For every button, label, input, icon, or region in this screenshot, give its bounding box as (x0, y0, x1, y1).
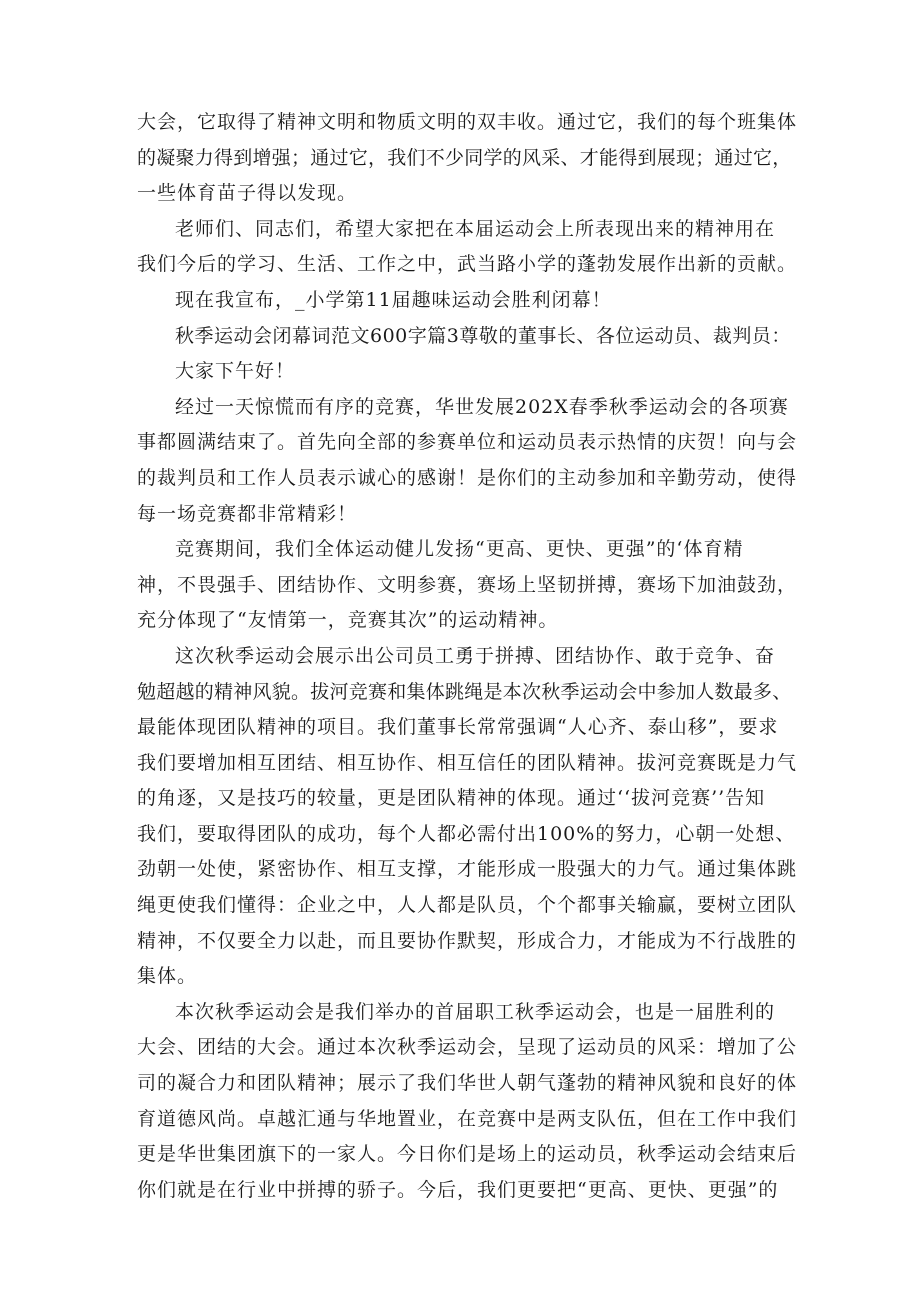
text-line: 大会，它取得了精神文明和物质文明的双丰收。通过它，我们的每个班集体 (137, 111, 798, 133)
text-line: 精神，不仅要全力以赴，而且要协作默契，形成合力，才能成为不行战胜的 (137, 929, 798, 952)
text-line: 你们就是在行业中拼搏的骄子。今后，我们更要把“更高、更快、更强”的 (137, 1178, 779, 1201)
text-line: 司的凝合力和团队精神；展示了我们华世人朝气蓬勃的精神风貌和良好的体 (137, 1072, 798, 1095)
text-line: 这次秋季运动会展示出公司员工勇于拼搏、团结协作、敢于竞争、奋 (175, 644, 776, 667)
text-line: 事都圆满结束了。首先向全部的参赛单位和运动员表示热情的庆贺！向与会 (137, 431, 798, 454)
text-line: 我们今后的学习、生活、工作之中，武当路小学的蓬勃发展作出新的贡献。 (137, 253, 798, 276)
text-line: 经过一天惊慌而有序的竞赛，华世发展202X春季秋季运动会的各项赛 (175, 395, 789, 418)
text-line: 绳更使我们懂得：企业之中，人人都是队员，个个都事关输赢，要树立团队 (137, 894, 798, 917)
text-line: 的凝聚力得到增强；通过它，我们不少同学的风采、才能得到展现；通过它， (137, 146, 792, 169)
text-line: 勉超越的精神风貌。拔河竞赛和集体跳绳是本次秋季运动会中参加人数最多、 (137, 680, 792, 703)
text-line: 神，不畏强手、团结协作、文明参赛，赛场上坚韧拼搏，赛场下加油鼓劲， (137, 573, 798, 596)
text-line: 更是华世集团旗下的一家人。今日你们是场上的运动员，秋季运动会结束后 (137, 1143, 798, 1166)
text-line: 现在我宣布，_小学第11届趣味运动会胜利闭幕！ (175, 288, 612, 311)
text-line: 一些体育苗子得以发现。 (137, 182, 358, 205)
text-line: 充分体现了“友情第一，竞赛其次”的运动精神。 (137, 609, 559, 632)
text-line: 秋季运动会闭幕词范文600字篇3尊敬的董事长、各位运动员、裁判员： (175, 324, 791, 347)
text-line: 的裁判员和工作人员表示诚心的感谢！是你们的主动参加和辛勤劳动，使得 (137, 466, 798, 489)
text-line: 大会、团结的大会。通过本次秋季运动会，呈现了运动员的风采：增加了公 (137, 1036, 798, 1059)
text-line: 我们要增加相互团结、相互协作、相互信任的团队精神。拔河竞赛既是力气 (137, 751, 798, 774)
text-line: 本次秋季运动会是我们举办的首届职工秋季运动会，也是一届胜利的 (175, 1000, 776, 1023)
text-line: 我们，要取得团队的成功，每个人都必需付出100%的努力，心朝一处想、 (137, 822, 796, 845)
text-line: 的角逐，又是技巧的较量，更是团队精神的体现。通过‘‘拔河竞赛’’告知 (137, 787, 766, 810)
text-line: 老师们、同志们，希望大家把在本届运动会上所表现出来的精神用在 (175, 217, 776, 240)
text-line: 劲朝一处使，紧密协作、相互支撑，才能形成一股强大的力气。通过集体跳 (137, 858, 798, 881)
text-line: 竞赛期间，我们全体运动健儿发扬“更高、更快、更强”的‘体育精 (175, 538, 744, 561)
document-body (137, 105, 797, 1208)
text-line: 集体。 (137, 965, 198, 988)
text-line: 每一场竞赛都非常精彩！ (137, 502, 358, 525)
text-line: 育道德风尚。卓越汇通与华地置业，在竞赛中是两支队伍，但在工作中我们 (137, 1107, 798, 1130)
text-line: 大家下午好！ (175, 360, 296, 383)
text-line: 最能体现团队精神的项目。我们董事长常常强调“人心齐、泰山移”，要求 (137, 716, 779, 739)
